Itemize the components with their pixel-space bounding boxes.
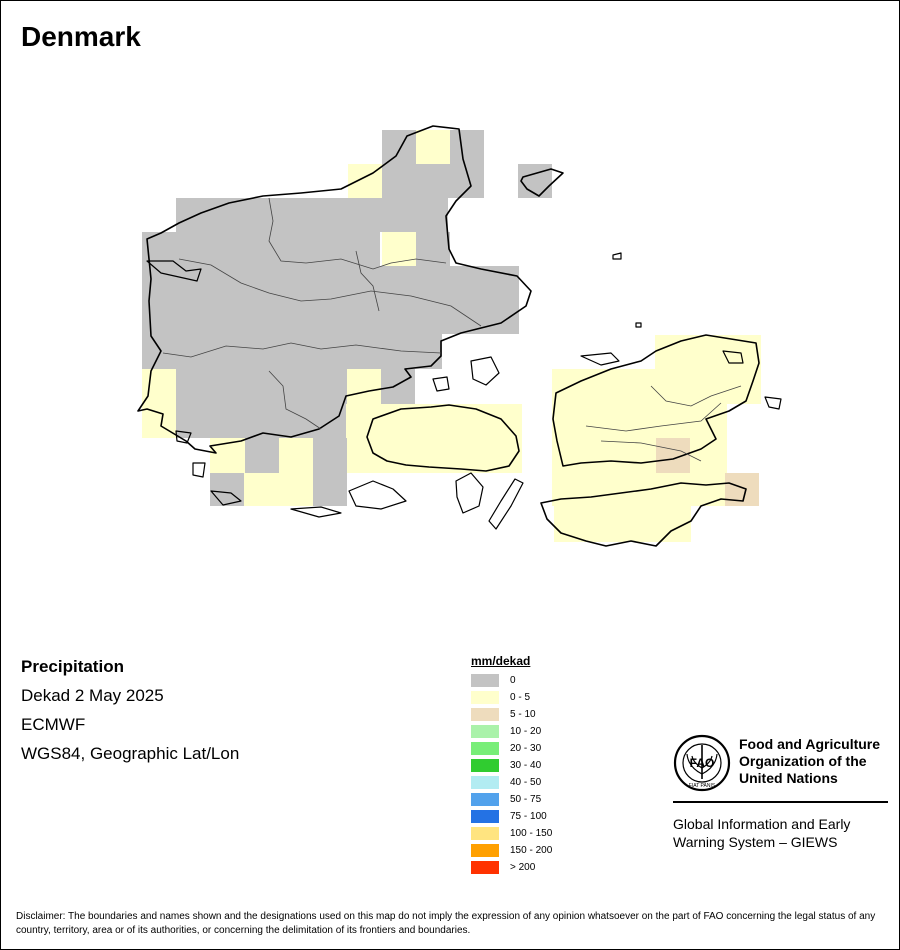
legend xyxy=(471,654,552,876)
precipitation-map xyxy=(1,1,899,641)
legend-swatch xyxy=(471,725,499,738)
legend-label: 40 - 50 xyxy=(510,777,542,788)
legend-item xyxy=(471,825,552,842)
map-info xyxy=(21,657,239,773)
source-label: ECMWF xyxy=(21,715,86,734)
legend-swatch xyxy=(471,793,499,806)
legend-swatch xyxy=(471,742,499,755)
legend-item xyxy=(471,706,552,723)
legend-label: 75 - 100 xyxy=(510,811,547,822)
legend-label: 150 - 200 xyxy=(510,845,553,856)
legend-label: 30 - 40 xyxy=(510,760,542,771)
fao-name xyxy=(739,736,880,787)
giews-line1: Global Information and Early xyxy=(673,816,851,832)
variable-label: Precipitation xyxy=(21,657,124,676)
legend-label: 100 - 150 xyxy=(510,828,553,839)
giews-name xyxy=(673,815,850,851)
period-label: Dekad 2 May 2025 xyxy=(21,686,164,705)
legend-label: > 200 xyxy=(510,862,536,873)
fao-name-line3: United Nations xyxy=(739,770,838,786)
legend-swatch xyxy=(471,674,499,687)
legend-item xyxy=(471,672,552,689)
legend-swatch xyxy=(471,691,499,704)
legend-item xyxy=(471,740,552,757)
fao-name-line2: Organization of the xyxy=(739,753,867,769)
map-title: Denmark xyxy=(21,21,141,52)
legend-item xyxy=(471,842,552,859)
giews-line2: Warning System – GIEWS xyxy=(673,834,838,850)
legend-label: 0 xyxy=(510,675,516,686)
legend-item xyxy=(471,689,552,706)
legend-swatch xyxy=(471,844,499,857)
legend-swatch xyxy=(471,759,499,772)
legend-swatch xyxy=(471,708,499,721)
legend-label: 0 - 5 xyxy=(510,692,531,703)
legend-label: 20 - 30 xyxy=(510,743,542,754)
fao-logo-text: FAO xyxy=(689,756,715,770)
fao-logo-motto: FIAT PANIS xyxy=(688,783,716,789)
legend-item xyxy=(471,774,552,791)
legend-label: 50 - 75 xyxy=(510,794,542,805)
fao-name-line1: Food and Agriculture xyxy=(739,736,881,752)
legend-title: mm/dekad xyxy=(471,654,531,668)
legend-items xyxy=(471,672,552,876)
legend-swatch xyxy=(471,776,499,789)
legend-item xyxy=(471,791,552,808)
legend-swatch xyxy=(471,827,499,840)
legend-item xyxy=(471,859,552,876)
disclaimer-text: Disclaimer: The boundaries and names shown and the designations used on this map do not imply the expression of any opinion whatsoever on the part of FAO concerning the legal status of any country, territory, area or of its authorities, or concerning the delimitation of its frontiers and boundaries. xyxy=(16,911,876,936)
legend-item xyxy=(471,808,552,825)
legend-swatch xyxy=(471,861,499,874)
legend-label: 10 - 20 xyxy=(510,726,542,737)
legend-item xyxy=(471,723,552,740)
divider xyxy=(673,801,888,803)
legend-label: 5 - 10 xyxy=(510,709,536,720)
legend-swatch xyxy=(471,810,499,823)
legend-item xyxy=(471,757,552,774)
fao-logo-icon xyxy=(673,734,731,792)
projection-label: WGS84, Geographic Lat/Lon xyxy=(21,744,240,763)
